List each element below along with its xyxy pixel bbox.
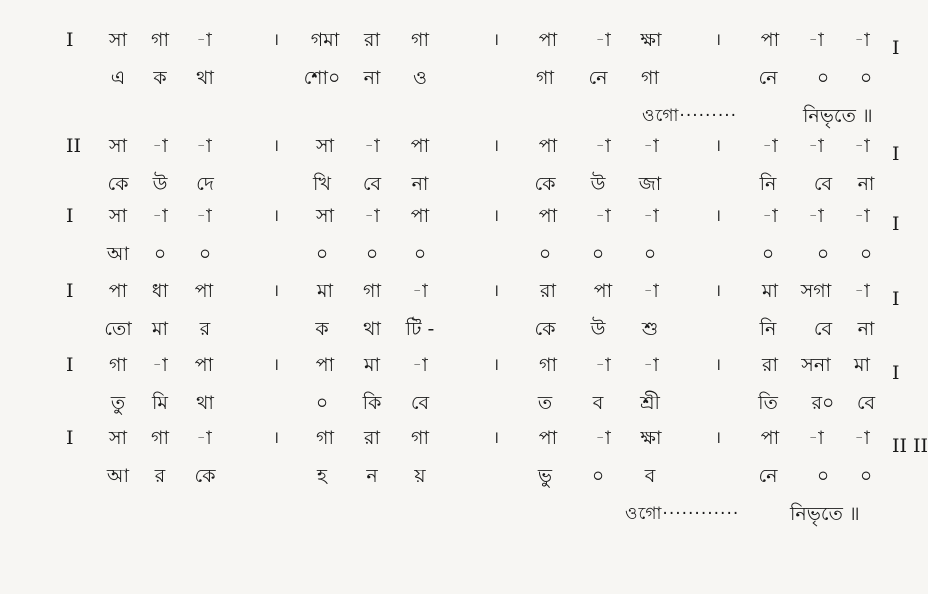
swara-note: -া: [412, 354, 428, 376]
lyric-syllable: নে: [758, 465, 778, 487]
lyric-syllable: র: [154, 465, 166, 487]
section-marker: I: [66, 205, 74, 227]
bar-line: ।: [492, 428, 500, 448]
lyric-syllable: মা: [151, 318, 169, 340]
swara-note: সনা: [801, 354, 831, 376]
lyric-syllable: ০: [198, 243, 212, 265]
bar-line: ।: [492, 30, 500, 50]
lyric-syllable: নে: [758, 67, 778, 89]
lyric-syllable: ০: [643, 243, 657, 265]
lyric-syllable: আ: [106, 465, 130, 487]
swara-note: পা: [538, 135, 558, 157]
bar-line: ।: [714, 355, 722, 375]
lyric-syllable: উ: [590, 173, 606, 195]
lyric-syllable: কি: [362, 392, 382, 414]
swara-note: -া: [854, 280, 870, 302]
refrain-text: নিভৃতে ॥: [803, 105, 873, 127]
swara-note: -া: [152, 135, 168, 157]
section-marker: II: [66, 135, 82, 157]
lyric-syllable: য়: [414, 465, 426, 487]
lyric-syllable: ০: [859, 67, 873, 89]
swara-note: -া: [196, 427, 212, 449]
swara-note: পা: [760, 427, 780, 449]
lyric-syllable: ০: [591, 465, 605, 487]
lyric-syllable: ও: [413, 67, 427, 89]
bar-line: ।: [272, 428, 280, 448]
swara-note: ধা: [151, 280, 169, 302]
swara-note: পা: [593, 280, 613, 302]
lyric-syllable: ০: [816, 243, 830, 265]
lyric-syllable: বে: [813, 173, 833, 195]
bar-line: ।: [492, 136, 500, 156]
lyric-syllable: নে: [588, 67, 608, 89]
bar-line: ।: [714, 281, 722, 301]
lyric-syllable: এ: [110, 67, 126, 89]
line-end-marker: I: [892, 37, 900, 59]
swara-note: -া: [643, 135, 659, 157]
swara-note: সা: [108, 29, 128, 51]
swara-note: সগা: [800, 280, 832, 302]
swara-note: -া: [854, 427, 870, 449]
line-end-marker: II II: [892, 435, 928, 457]
swara-note: -া: [412, 280, 428, 302]
lyric-syllable: ০: [365, 243, 379, 265]
lyric-syllable: মি: [152, 392, 168, 414]
bar-line: ।: [714, 136, 722, 156]
bar-line: ।: [272, 30, 280, 50]
swara-note: রা: [364, 29, 380, 51]
swara-note: মা: [363, 354, 381, 376]
bar-line: ।: [272, 281, 280, 301]
swara-note: পা: [538, 205, 558, 227]
swara-note: গা: [151, 427, 169, 449]
line-end-marker: I: [892, 143, 900, 165]
swara-note: গমা: [310, 29, 340, 51]
refrain-lead: ওগো············: [625, 504, 740, 524]
swara-note: পা: [410, 205, 430, 227]
bar-line: ।: [272, 206, 280, 226]
lyric-syllable: না: [411, 173, 429, 195]
lyric-syllable: ক: [153, 67, 167, 89]
swara-note: -া: [808, 427, 824, 449]
swara-note: -া: [762, 135, 778, 157]
lyric-syllable: দে: [196, 173, 214, 195]
bar-line: ।: [272, 355, 280, 375]
swara-note: -া: [808, 205, 824, 227]
lyric-syllable: শো০: [303, 67, 341, 89]
swara-note: রা: [540, 280, 556, 302]
swara-note: পা: [538, 427, 558, 449]
swara-note: পা: [108, 280, 128, 302]
refrain-lead: ওগো·········: [642, 106, 738, 126]
lyric-syllable: নি: [759, 318, 777, 340]
swara-note: মা: [761, 280, 779, 302]
swara-note: গা: [151, 29, 169, 51]
swara-note: -া: [643, 205, 659, 227]
swara-note: -া: [808, 135, 824, 157]
lyric-syllable: কে: [534, 318, 556, 340]
lyric-syllable: শ্রী: [640, 392, 660, 414]
swara-note: -া: [196, 205, 212, 227]
lyric-syllable: র: [199, 318, 211, 340]
lyric-syllable: টি -: [405, 318, 435, 340]
lyric-syllable: উ: [590, 318, 606, 340]
section-marker: I: [66, 29, 74, 51]
lyric-syllable: থা: [363, 318, 381, 340]
swara-note: গা: [539, 354, 557, 376]
swara-note: পা: [760, 29, 780, 51]
lyric-syllable: তু: [110, 392, 126, 414]
swara-note: -া: [595, 354, 611, 376]
swara-note: রা: [762, 354, 778, 376]
lyric-syllable: খি: [313, 173, 331, 195]
line-end-marker: I: [892, 213, 900, 235]
swara-note: পা: [315, 354, 335, 376]
swara-note: -া: [595, 205, 611, 227]
swara-note: -া: [854, 29, 870, 51]
swara-note: সা: [315, 205, 335, 227]
swara-note: -া: [152, 205, 168, 227]
swara-note: -া: [643, 354, 659, 376]
swara-note: মা: [316, 280, 334, 302]
swara-note: সা: [108, 205, 128, 227]
swara-note: -া: [854, 205, 870, 227]
lyric-syllable: ব: [592, 392, 604, 414]
lyric-syllable: জা: [638, 173, 662, 195]
lyric-syllable: ০: [859, 243, 873, 265]
swara-note: মা: [853, 354, 871, 376]
lyric-syllable: ব: [644, 465, 656, 487]
lyric-syllable: হ: [317, 465, 327, 487]
lyric-syllable: না: [363, 67, 381, 89]
swara-note: পা: [194, 280, 214, 302]
lyric-syllable: ০: [538, 243, 552, 265]
lyric-syllable: না: [857, 173, 875, 195]
lyric-syllable: উ: [152, 173, 168, 195]
lyric-syllable: ০: [816, 465, 830, 487]
swara-note: -া: [364, 135, 380, 157]
lyric-syllable: ন: [366, 465, 378, 487]
swara-note: পা: [538, 29, 558, 51]
lyric-syllable: ০: [315, 243, 329, 265]
lyric-syllable: বে: [856, 392, 876, 414]
lyric-syllable: ০: [859, 465, 873, 487]
swara-note: গা: [109, 354, 127, 376]
swara-note: ক্ষা: [640, 427, 662, 449]
lyric-syllable: ভু: [537, 465, 553, 487]
lyric-syllable: গা: [536, 67, 554, 89]
refrain-text: নিভৃতে ॥: [790, 503, 860, 525]
lyric-syllable: কে: [194, 465, 216, 487]
section-marker: I: [66, 354, 74, 376]
swara-note: গা: [363, 280, 381, 302]
lyric-syllable: বে: [362, 173, 382, 195]
lyric-syllable: বে: [410, 392, 430, 414]
lyric-syllable: তি: [758, 392, 778, 414]
bar-line: ।: [714, 428, 722, 448]
lyric-syllable: তো: [104, 318, 132, 340]
bar-line: ।: [492, 281, 500, 301]
swara-note: গা: [411, 427, 429, 449]
lyric-syllable: গা: [641, 67, 659, 89]
lyric-syllable: র০: [811, 392, 835, 414]
bar-line: ।: [492, 206, 500, 226]
bar-line: ।: [492, 355, 500, 375]
swara-note: -া: [595, 29, 611, 51]
lyric-syllable: ক: [315, 318, 329, 340]
bar-line: ।: [272, 136, 280, 156]
line-end-marker: I: [892, 362, 900, 384]
lyric-syllable: নি: [759, 173, 777, 195]
lyric-syllable: ত: [537, 392, 553, 414]
swara-note: -া: [595, 135, 611, 157]
swara-note: -া: [854, 135, 870, 157]
lyric-syllable: ০: [413, 243, 427, 265]
lyric-syllable: থা: [196, 67, 214, 89]
swara-note: সা: [315, 135, 335, 157]
swara-note: সা: [108, 427, 128, 449]
lyric-syllable: ০: [591, 243, 605, 265]
line-end-marker: I: [892, 288, 900, 310]
lyric-syllable: ০: [315, 392, 329, 414]
swara-note: -া: [152, 354, 168, 376]
swara-note: -া: [364, 205, 380, 227]
lyric-syllable: বে: [813, 318, 833, 340]
swara-note: ক্ষা: [640, 29, 662, 51]
lyric-syllable: থা: [196, 392, 214, 414]
swara-note: পা: [410, 135, 430, 157]
swara-note: -া: [196, 135, 212, 157]
lyric-syllable: আ: [106, 243, 130, 265]
lyric-syllable: শু: [641, 318, 659, 340]
swara-note: -া: [196, 29, 212, 51]
swara-note: রা: [364, 427, 380, 449]
bar-line: ।: [714, 30, 722, 50]
section-marker: I: [66, 280, 74, 302]
swara-note: -া: [808, 29, 824, 51]
section-marker: I: [66, 427, 74, 449]
lyric-syllable: ০: [816, 67, 830, 89]
lyric-syllable: ০: [761, 243, 775, 265]
swara-note: গা: [316, 427, 334, 449]
lyric-syllable: না: [857, 318, 875, 340]
swara-note: -া: [595, 427, 611, 449]
swara-note: সা: [108, 135, 128, 157]
swara-note: -া: [762, 205, 778, 227]
bar-line: ।: [714, 206, 722, 226]
lyric-syllable: কে: [107, 173, 129, 195]
swara-note: গা: [411, 29, 429, 51]
lyric-syllable: ০: [153, 243, 167, 265]
swara-note: পা: [194, 354, 214, 376]
swara-note: -া: [643, 280, 659, 302]
lyric-syllable: কে: [534, 173, 556, 195]
